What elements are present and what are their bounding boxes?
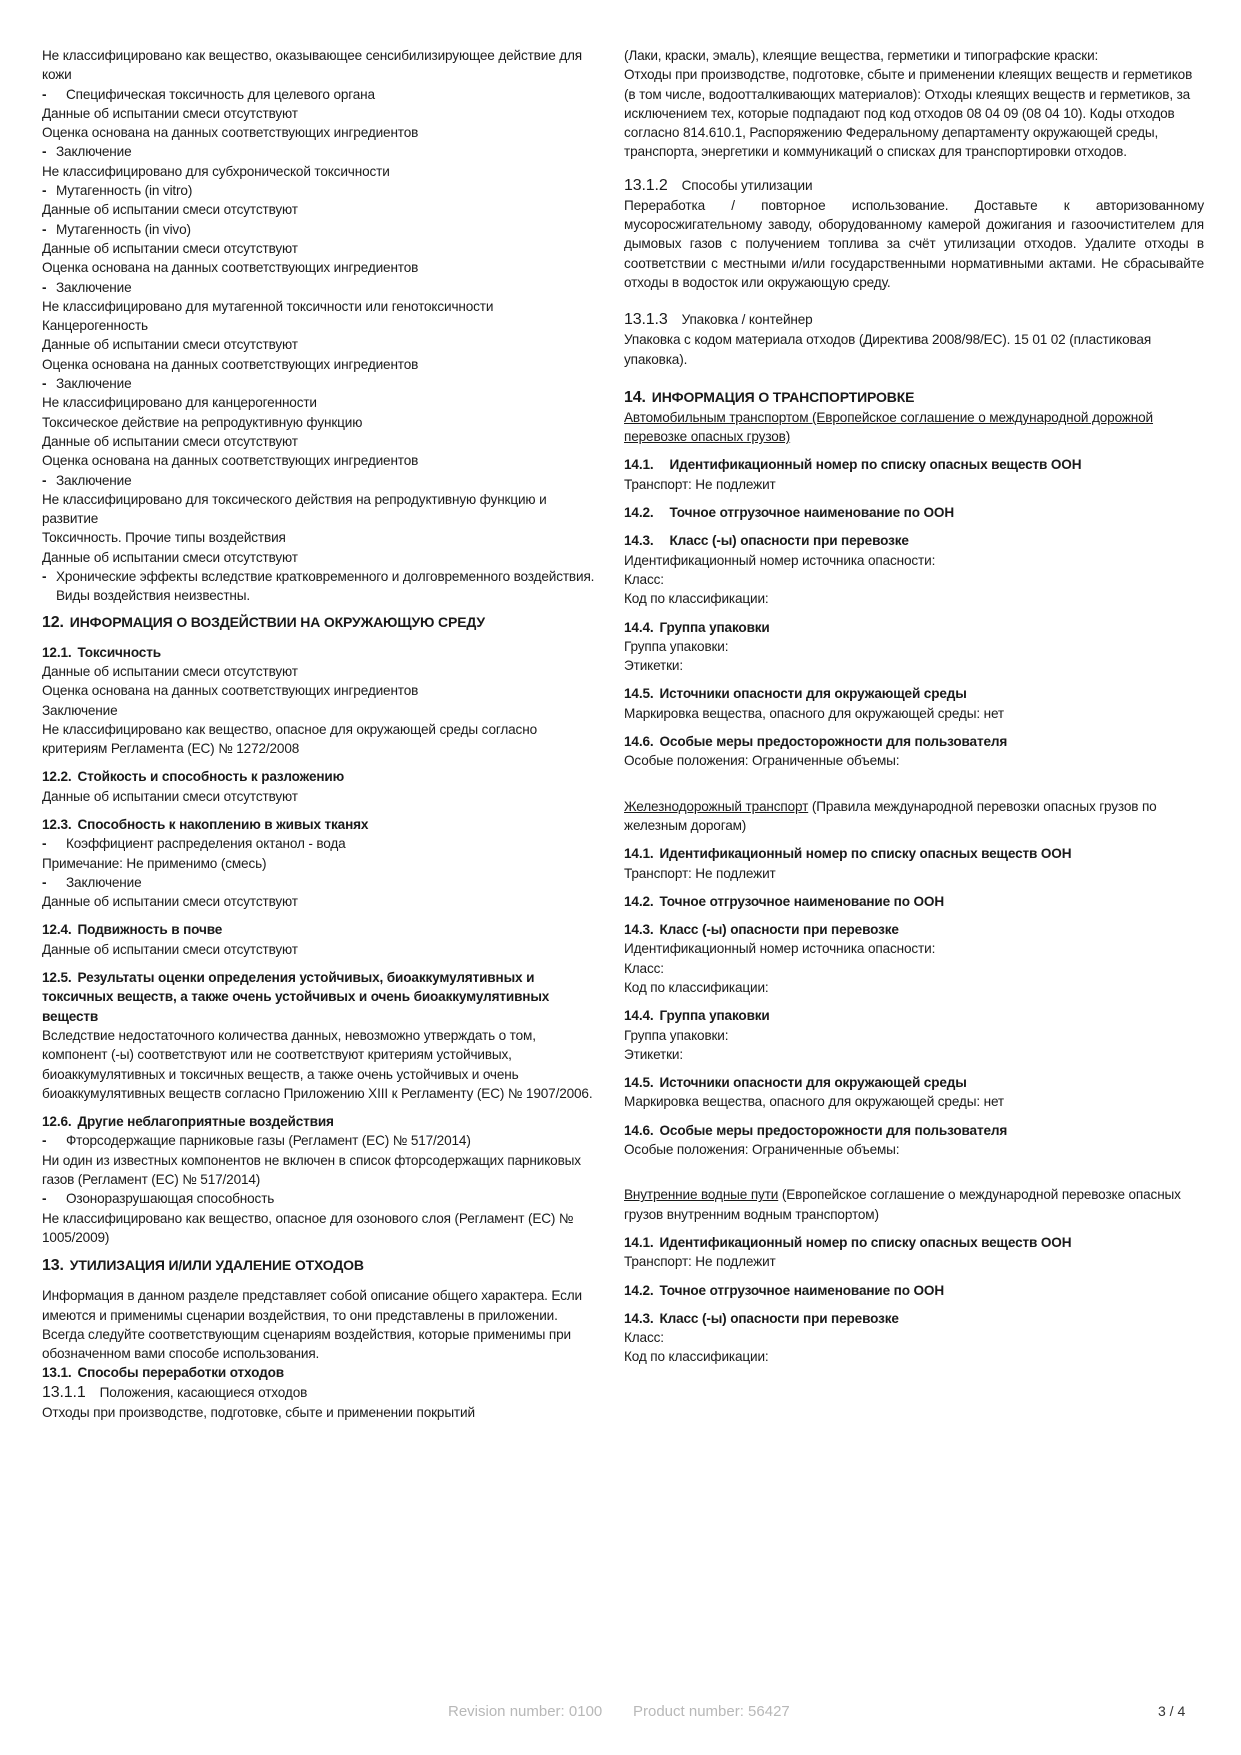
transport-mode-road: Автомобильным транспортом (Европейское соглашение о международной дорожной перевозке опасных грузов) (624, 409, 1154, 445)
paragraph: Не классифицировано для канцерогенности (42, 395, 317, 411)
subsection-heading: 14.1. Идентификационный номер по списку опасных веществ ООН (624, 1234, 1072, 1250)
paragraph: Переработка / повторное использование. Доставьте к авторизованному мусоросжигательному заводу, оборудованному камерой дожигания и газоочистителем для дымовых газов с получением топлива за счёт утилизации отходов. Удалите отходы в соответствии с местными и/или государственными нормативными актами. Не сбрасывайте отходы в водосток или окружающую среду. (624, 197, 1204, 290)
list-item: - Хронические эффекты вследствие кратковременного и долговременного воздействия. Виды воздействия неизвестны. (42, 569, 595, 604)
paragraph: Этикетки: (624, 658, 683, 674)
paragraph: Класс: (624, 571, 664, 587)
paragraph: Не классифицировано как вещество, оказывающее сенсибилизирующее действие для кожи (42, 48, 583, 83)
transport-mode-rail: Железнодорожный транспорт (Правила международной перевозки опасных грузов по железным дорогам) (624, 798, 1157, 833)
paragraph: Этикетки: (624, 1046, 683, 1062)
paragraph: Вследствие недостаточного количества данных, невозможно утверждать о том, компонент (-ы) соответствуют или не соответствуют критериям устойчивых, биоаккумулятивных и токсичных веществ, а также очень устойчивых и очень биоаккумулятивных веществ согласно Приложению XIII к Регламенту (ЕС) № 1907/2006. (42, 1027, 593, 1101)
left-column (42, 46, 602, 1422)
subsection-heading: 14.2. Точное отгрузочное наименование по ООН (624, 893, 945, 909)
paragraph: Данные об испытании смеси отсутствуют (42, 663, 298, 679)
paragraph: Группа упаковки: (624, 1027, 729, 1043)
paragraph: Данные об испытании смеси отсутствуют (42, 894, 298, 910)
list-item: - Мутагенность (in vivo) (42, 221, 191, 237)
paragraph: Упаковка с кодом материала отходов (Директива 2008/98/ЕС). 15 01 02 (пластиковая упаковка). (624, 332, 1152, 367)
subsection-heading: 13.1. Способы переработки отходов (42, 1365, 284, 1381)
subsection-heading: 14.5. Источники опасности для окружающей среды (624, 686, 967, 702)
paragraph: Токсическое действие на репродуктивную функцию (42, 414, 363, 430)
paragraph: Маркировка вещества, опасного для окружающей среды: нет (624, 1094, 1004, 1110)
revision-number: Revision number: 0100 (448, 1703, 603, 1720)
paragraph: Информация в данном разделе представляет собой описание общего характера. Если имеются и применимы сценарии воздействия, то они представлены в приложении. Всегда следуйте соответствующим сценариям воздействия, которые применимы при обозначенном вами способе использования. (42, 1288, 583, 1362)
paragraph: Оценка основана на данных соответствующих ингредиентов (42, 356, 419, 372)
paragraph: Код по классификации: (624, 979, 769, 995)
subsubsection-heading: 13.1.3 Упаковка / контейнер (624, 311, 813, 329)
subsection-heading: 14.1. Идентификационный номер по списку опасных веществ ООН (624, 846, 1072, 862)
paragraph: Данные об испытании смеси отсутствуют (42, 549, 298, 565)
paragraph: Данные об испытании смеси отсутствуют (42, 433, 298, 449)
subsection-heading: 14.1. Идентификационный номер по списку опасных веществ ООН (624, 457, 1082, 473)
section-heading-13: 13. УТИЛИЗАЦИЯ И/ИЛИ УДАЛЕНИЕ ОТХОДОВ (42, 1257, 364, 1275)
subsection-heading: 12.5. Результаты оценки определения устойчивых, биоаккумулятивных и токсичных веществ, а также очень устойчивых и очень биоаккумулятивных веществ (42, 970, 550, 1024)
paragraph: Код по классификации: (624, 591, 769, 607)
subsection-heading: 12.4. Подвижность в почве (42, 922, 223, 938)
paragraph: Не классифицировано как вещество, опасное для окружающей среды согласно критериям Регламента (ЕС) № 1272/2008 (42, 721, 537, 757)
paragraph: Данные об испытании смеси отсутствуют (42, 788, 298, 804)
transport-mode-waterways: Внутренние водные пути (Европейское соглашение о международной перевозке опасных грузов внутренним водным транспортом) (624, 1187, 1181, 1222)
subsection-heading: 14.6. Особые меры предосторожности для пользователя (624, 1122, 1008, 1138)
paragraph: Транспорт: Не подлежит (624, 476, 776, 492)
product-number: Product number: 56427 (633, 1703, 790, 1720)
list-item: - Коэффициент распределения октанол - вода (42, 836, 346, 852)
paragraph: Идентификационный номер источника опасности: (624, 552, 936, 568)
paragraph: Данные об испытании смеси отсутствуют (42, 202, 298, 218)
subsubsection-heading: 13.1.1 Положения, касающиеся отходов (42, 1383, 308, 1401)
subsection-heading: 12.3. Способность к накоплению в живых тканях (42, 816, 369, 832)
paragraph: Особые положения: Ограниченные объемы: (624, 1142, 900, 1158)
paragraph: Не классифицировано для мутагенной токсичности или генотоксичности (42, 298, 494, 314)
subsection-heading: 14.5. Источники опасности для окружающей среды (624, 1075, 967, 1091)
paragraph: Данные об испытании смеси отсутствуют (42, 240, 298, 256)
subsection-heading: 14.4. Группа упаковки (624, 1008, 770, 1024)
paragraph: Токсичность. Прочие типы воздействия (42, 530, 286, 546)
paragraph: Данные об испытании смеси отсутствуют (42, 337, 298, 353)
list-item: - Заключение (42, 472, 132, 488)
paragraph: (Лаки, краски, эмаль), клеящие вещества, герметики и типографские краски: (624, 48, 1099, 63)
list-item: - Заключение (42, 874, 142, 890)
paragraph: Ни один из известных компонентов не включен в список фторсодержащих парниковых газов (Регламент (ЕС) № 517/2014) (42, 1152, 581, 1188)
paragraph: Примечание: Не применимо (смесь) (42, 855, 267, 871)
paragraph: Особые положения: Ограниченные объемы: (624, 753, 900, 769)
list-item: - Заключение (42, 279, 132, 295)
paragraph: Код по классификации: (624, 1349, 769, 1365)
page-footer (0, 1703, 1241, 1723)
list-item: - Фторсодержащие парниковые газы (Регламент (ЕС) № 517/2014) (42, 1133, 471, 1149)
paragraph: Оценка основана на данных соответствующих ингредиентов (42, 125, 419, 141)
page-number: 3 / 4 (1158, 1703, 1186, 1719)
paragraph: Отходы при производстве, подготовке, сбыте и применении покрытий (42, 1404, 475, 1420)
paragraph: Класс: (624, 1330, 664, 1346)
subsection-heading: 14.6. Особые меры предосторожности для пользователя (624, 734, 1008, 750)
paragraph: Маркировка вещества, опасного для окружающей среды: нет (624, 705, 1004, 721)
paragraph: Не классифицировано для субхронической токсичности (42, 163, 390, 179)
subsection-heading: 14.3. Класс (-ы) опасности при перевозке (624, 1310, 899, 1326)
list-item: - Озоноразрушающая способность (42, 1191, 275, 1207)
paragraph: Отходы при производстве, подготовке, сбыте и применении клеящих веществ и герметиков (в том числе, водоотталкивающих материалов): Отходы клеящих веществ и герметиков, за исключением тех, которые подпадают под код отходов 08 04 09 (08 04 10). Коды отходов согласно 814.610.1, Распоряжению Федеральному департаменту окружающей среды, транспорта, энергетики и коммуникаций о списках для транспортировки отходов. (624, 67, 1193, 160)
subsection-heading: 14.2. Точное отгрузочное наименование по ООН (624, 1282, 945, 1298)
subsection-heading: 14.2. Точное отгрузочное наименование по ООН (624, 505, 955, 521)
paragraph: Оценка основана на данных соответствующих ингредиентов (42, 683, 419, 699)
subsection-heading: 14.3. Класс (-ы) опасности при перевозке (624, 533, 909, 549)
paragraph: Идентификационный номер источника опасности: (624, 941, 936, 957)
right-column (624, 46, 1204, 1367)
paragraph: Данные об испытании смеси отсутствуют (42, 105, 298, 121)
paragraph: Транспорт: Не подлежит (624, 865, 776, 881)
paragraph: Оценка основана на данных соответствующих ингредиентов (42, 453, 419, 469)
section-heading-12: 12. ИНФОРМАЦИЯ О ВОЗДЕЙСТВИИ НА ОКРУЖАЮЩУЮ СРЕДУ (42, 613, 485, 631)
subsubsection-heading: 13.1.2 Способы утилизации (624, 176, 813, 194)
paragraph: Данные об испытании смеси отсутствуют (42, 941, 298, 957)
list-item: - Заключение (42, 144, 132, 160)
paragraph: Не классифицировано как вещество, опасное для озонового слоя (Регламент (ЕС) № 1005/2009) (42, 1210, 574, 1245)
paragraph: Оценка основана на данных соответствующих ингредиентов (42, 260, 419, 276)
paragraph: Заключение (42, 702, 118, 718)
paragraph: Группа упаковки: (624, 638, 729, 654)
subsection-heading: 12.1. Токсичность (42, 644, 161, 660)
subsection-heading: 14.4. Группа упаковки (624, 619, 770, 635)
paragraph: Канцерогенность (42, 318, 148, 334)
list-item: - Мутагенность (in vitro) (42, 183, 193, 199)
section-heading-14: 14. ИНФОРМАЦИЯ О ТРАНСПОРТИРОВКЕ (624, 388, 915, 406)
paragraph: Не классифицировано для токсического действия на репродуктивную функцию и развитие (42, 491, 547, 527)
list-item: - Заключение (42, 376, 132, 392)
list-item: - Специфическая токсичность для целевого органа (42, 86, 375, 102)
subsection-heading: 12.6. Другие неблагоприятные воздействия (42, 1114, 334, 1130)
paragraph: Транспорт: Не подлежит (624, 1254, 776, 1270)
subsection-heading: 14.3. Класс (-ы) опасности при перевозке (624, 922, 899, 938)
paragraph: Класс: (624, 960, 664, 976)
subsection-heading: 12.2. Стойкость и способность к разложению (42, 769, 345, 785)
